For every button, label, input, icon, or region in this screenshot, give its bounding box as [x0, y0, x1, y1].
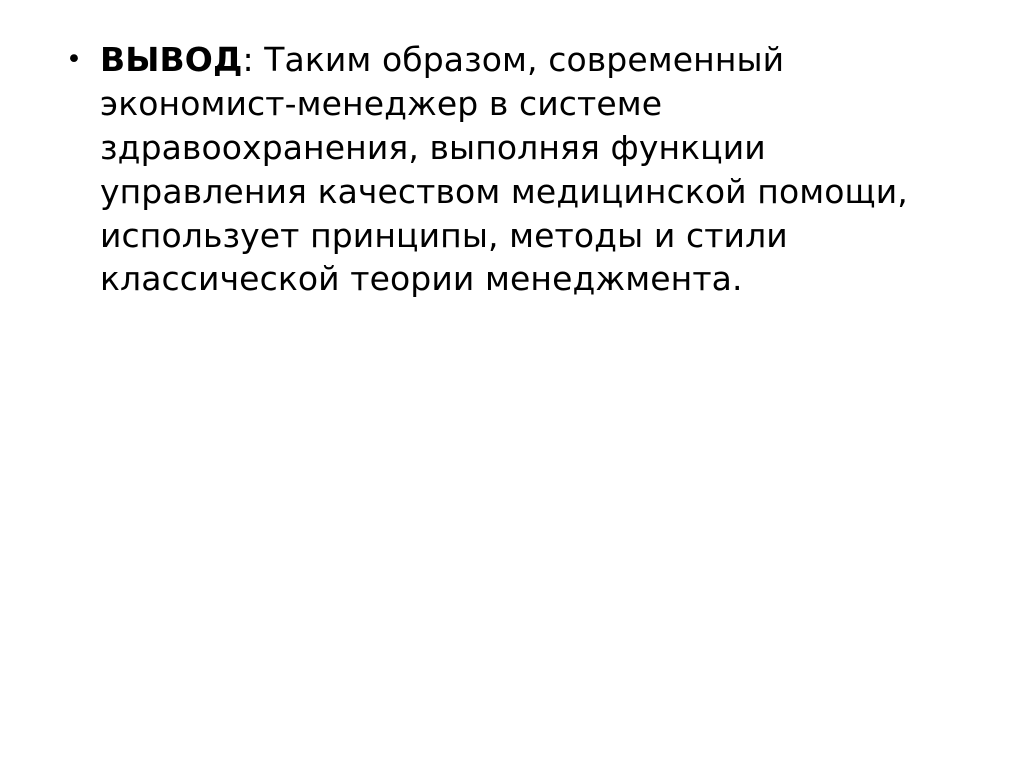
- bullet-text: [100, 38, 946, 301]
- list-item: [56, 38, 946, 301]
- bullet-point-icon: •: [66, 44, 83, 75]
- bullet-lead-label: ВЫВОД: [100, 40, 243, 79]
- slide-content: [56, 38, 946, 301]
- bullet-list: [56, 38, 946, 301]
- bullet-body-text: : Таким образом, современный экономист-менеджер в системе здравоохранения, выполняя функции управления качеством медицинской помощи, использует принципы, методы и стили классической теории менеджмента.: [100, 40, 908, 299]
